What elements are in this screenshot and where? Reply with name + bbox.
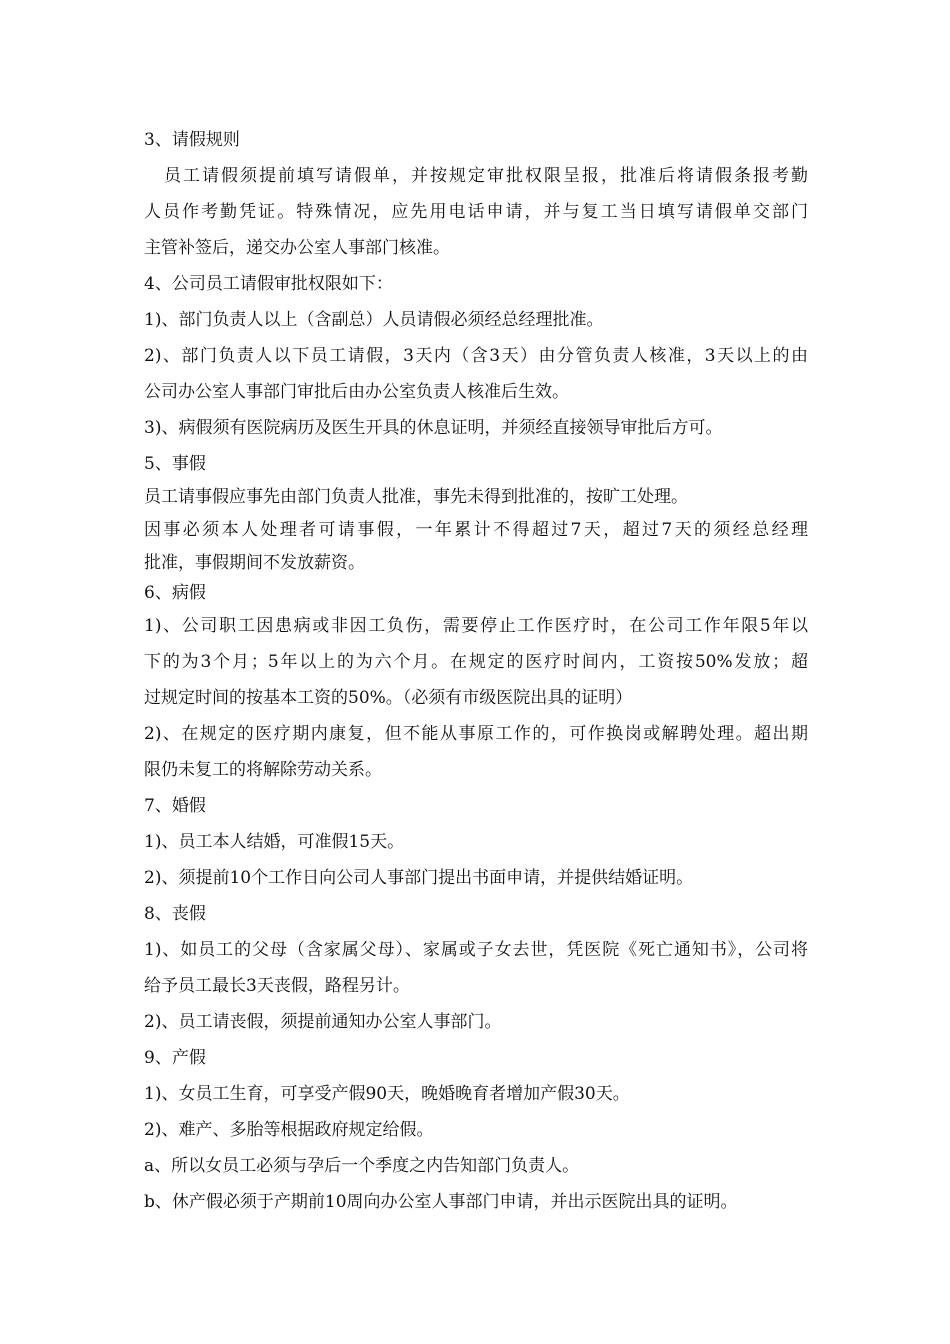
document-page	[144, 122, 808, 1220]
text-line: 3、请假规则	[144, 130, 240, 150]
text-line: 3)、病假须有医院病历及医生开具的休息证明，并须经直接领导审批后方可。	[144, 418, 723, 438]
text-line: 8、丧假	[144, 904, 206, 924]
text-line: 2)、员工请丧假，须提前通知办公室人事部门。	[144, 1012, 502, 1032]
text-line: 公司办公室人事部门审批后由办公室负责人核准后生效。	[144, 382, 569, 402]
text-line: 员工请假须提前填写请假单，并按规定审批权限呈报，批准后将请假条报考勤	[164, 166, 808, 186]
text-line: 5、事假	[144, 454, 206, 474]
text-line: 1)、女员工生育，可享受产假90天，晚婚晚育者增加产假30天。	[144, 1084, 630, 1104]
text-line: 6、病假	[144, 583, 206, 603]
text-line: 7、婚假	[144, 796, 206, 816]
text-line: 1)、公司职工因患病或非因工负伤，需要停止工作医疗时，在公司工作年限5年以	[144, 616, 808, 636]
text-line: 9、产假	[144, 1048, 206, 1068]
text-line: 过规定时间的按基本工资的50%。（必须有市级医院出具的证明）	[144, 688, 633, 708]
text-line: 给予员工最长3天丧假，路程另计。	[144, 976, 410, 996]
text-line: 员工请事假应事先由部门负责人批准，事先未得到批准的，按旷工处理。	[144, 487, 688, 507]
text-line: 2)、部门负责人以下员工请假，3天内（含3天）由分管负责人核准，3天以上的由	[144, 346, 808, 366]
text-line: 2)、在规定的医疗期内康复，但不能从事原工作的，可作换岗或解聘处理。超出期	[144, 724, 808, 744]
text-line: 1)、员工本人结婚，可准假15天。	[144, 832, 405, 852]
text-line: 主管补签后，递交办公室人事部门核准。	[144, 238, 450, 258]
text-line: 因事必须本人处理者可请事假，一年累计不得超过7天，超过7天的须经总经理	[144, 520, 808, 540]
text-line: a、所以女员工必须与孕后一个季度之内告知部门负责人。	[144, 1156, 580, 1176]
text-line: b、休产假必须于产期前10周向办公室人事部门申请，并出示医院出具的证明。	[144, 1192, 738, 1212]
text-line: 下的为3个月；5年以上的为六个月。在规定的医疗时间内，工资按50%发放；超	[144, 652, 808, 672]
text-line: 1)、如员工的父母（含家属父母）、家属或子女去世，凭医院《死亡通知书》，公司将	[144, 940, 808, 960]
text-line: 4、公司员工请假审批权限如下：	[144, 274, 393, 294]
text-line: 2)、难产、多胎等根据政府规定给假。	[144, 1120, 434, 1140]
text-line: 限仍未复工的将解除劳动关系。	[144, 760, 382, 780]
text-line: 1)、部门负责人以上（含副总）人员请假必须经总经理批准。	[144, 310, 604, 330]
text-line: 人员作考勤凭证。特殊情况，应先用电话申请，并与复工当日填写请假单交部门	[144, 202, 808, 222]
text-line: 2)、须提前10个工作日向公司人事部门提出书面申请，并提供结婚证明。	[144, 868, 694, 888]
text-line: 批准，事假期间不发放薪资。	[144, 553, 365, 573]
